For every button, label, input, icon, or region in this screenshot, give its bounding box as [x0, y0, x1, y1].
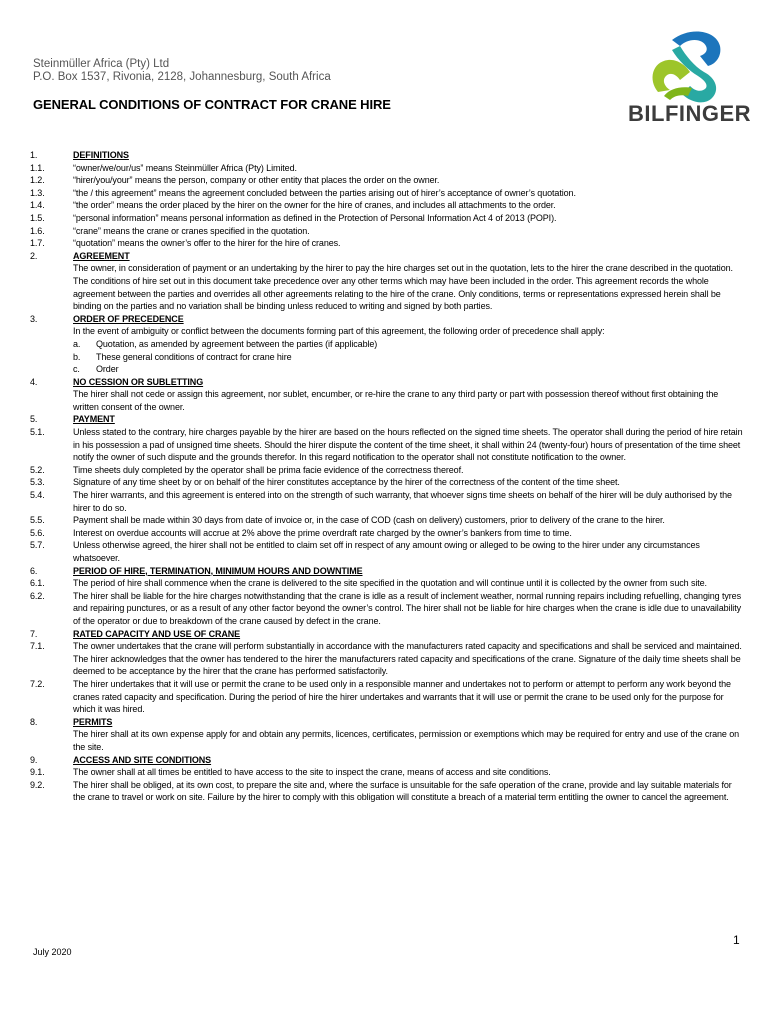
item-number: 5.3.: [30, 477, 45, 488]
list-item: [30, 514, 745, 527]
list-item: [30, 527, 745, 540]
list-item: [30, 640, 745, 678]
item-number: 5.7.: [30, 540, 45, 551]
item-number: 1.6.: [30, 225, 45, 236]
list-item: [30, 162, 745, 175]
item-text: The hirer shall be liable for the hire charges notwithstanding that the crane is idle as a result of inclement weather, normal running repairs including refuelling, changing tyres and repairing punctures, or as a result of any other factor beyond the owner’s control. The hirer shall not be liable for hire charges when the crane is idle due to unavailability of the operator or due to breakdown of the crane caused by defect in the crane.: [73, 590, 742, 626]
item-number: 1.4.: [30, 200, 45, 211]
section-heading: [30, 628, 745, 641]
item-letter: c.: [73, 364, 80, 375]
list-item: [30, 489, 745, 514]
section-title: ACCESS AND SITE CONDITIONS: [73, 754, 212, 765]
item-number: 7.2.: [30, 678, 45, 689]
company-name: Steinmüller Africa (Pty) Ltd: [33, 58, 170, 70]
section-heading: [30, 716, 745, 729]
list-item: [30, 212, 745, 225]
document-title: GENERAL CONDITIONS OF CONTRACT FOR CRANE HIRE: [33, 97, 391, 112]
item-text: The period of hire shall commence when the crane is delivered to the site specified in the quotation and will continue until it is collected by the owner from such site.: [73, 578, 707, 589]
item-text: The hirer warrants, and this agreement is entered into on the strength of such warranty, that whoever signs time sheets on behalf of the hirer will be duly authorised by the hirer to do so.: [73, 490, 732, 513]
item-number: 5.4.: [30, 490, 45, 501]
list-item: [30, 351, 745, 364]
section-title: ORDER OF PRECEDENCE: [73, 313, 184, 324]
company-address: P.O. Box 1537, Rivonia, 2128, Johannesburg, South Africa: [33, 71, 331, 83]
section-number: 1.: [30, 150, 38, 160]
section-number: 5.: [30, 414, 38, 425]
section-number: 9.: [30, 754, 38, 765]
list-item: [30, 577, 745, 590]
list-item: [30, 539, 745, 564]
section-number: 6.: [30, 565, 38, 576]
list-item: [30, 464, 745, 477]
section-paragraph: The hirer shall at its own expense apply for and obtain any permits, licences, certificates, permission or exemptions which may be required for entry and use of the crane on the site.: [73, 729, 740, 752]
list-item: [30, 187, 745, 200]
item-text: “the / this agreement” means the agreement concluded between the parties arising out of hirer’s acceptance of owner’s quotation.: [73, 187, 576, 198]
item-text: The owner undertakes that the crane will perform substantially in accordance with the manufacturers rated capacity and specifications and shall be serviced and maintained. The hirer acknowledges that the owner has tendered to the hirer the manufacturers rated capacity and specifications of the crane. Signature of the daily time sheets shall be deemed to be acceptance by the hirer that the crane has performed satisfactorily.: [73, 641, 742, 677]
section-number: 4.: [30, 376, 38, 387]
list-item: [30, 199, 745, 212]
item-number: 1.5.: [30, 212, 45, 223]
item-text: “quotation” means the owner’s offer to the hirer for the hire of cranes.: [73, 238, 341, 249]
item-text: Unless stated to the contrary, hire charges payable by the hirer are based on the hours reflected on the signed time sheets. The operator shall during the period of hire retain in his possession a pad of unsigned time sheets. Should the hirer dispute the content of the time sheet, it shall within 24 (twenty-four) hours of presentation of the time sheet notify the owner of such dispute and the grounds therefor. In this regard notification to the operator shall not constitute notification to the owner.: [73, 427, 743, 463]
section-number: 8.: [30, 716, 38, 727]
section-heading: [30, 376, 745, 389]
section-heading: [30, 565, 745, 578]
section-title: RATED CAPACITY AND USE OF CRANE: [73, 628, 241, 639]
list-item: [30, 338, 745, 351]
item-number: 9.1.: [30, 767, 45, 778]
list-item: [30, 174, 745, 187]
section-heading: [30, 754, 745, 767]
item-number: 1.2.: [30, 175, 45, 186]
item-number: 1.1.: [30, 162, 45, 173]
footer-date: July 2020: [33, 947, 72, 957]
item-text: The hirer shall be obliged, at its own cost, to prepare the site and, where the surface is unsuitable for the safe operation of the crane, provide and lay suitable materials for the crane to travel or work on site. Failure by the hirer to comply with this obligation will constitute a breach of a material term entitling the owner to cancel the agreement.: [73, 779, 732, 803]
section-heading: [30, 313, 745, 326]
section-heading: [30, 413, 745, 426]
section-number: 7.: [30, 628, 38, 639]
item-text: “the order” means the order placed by the hirer on the owner for the hire of cranes, and includes all attachments to the order.: [73, 200, 556, 211]
item-text: The hirer undertakes that it will use or permit the crane to be used only in a responsible manner and undertakes not to perform or attempt to perform any work beyond the cranes rated capacity and specification. During the period of hire the hirer undertakes and warrants that it will use or permit the crane to be used only for the purpose for which it was hired.: [73, 678, 731, 715]
section-heading: [30, 250, 745, 263]
item-number: 1.3.: [30, 187, 45, 198]
item-text: Quotation, as amended by agreement between the parties (if applicable): [96, 338, 378, 349]
item-number: 6.1.: [30, 578, 45, 589]
item-text: “owner/we/our/us” means Steinmüller Africa (Pty) Limited.: [73, 162, 297, 173]
item-text: These general conditions of contract for crane hire: [96, 351, 292, 362]
item-number: 5.1.: [30, 427, 45, 438]
item-number: 1.7.: [30, 238, 45, 249]
section-paragraph: In the event of ambiguity or conflict between the documents forming part of this agreement, the following order of precedence shall apply:: [73, 326, 605, 337]
item-number: 5.5.: [30, 515, 45, 526]
item-text: “crane” means the crane or cranes specified in the quotation.: [73, 225, 310, 236]
contract-body: [30, 149, 745, 804]
item-number: 5.6.: [30, 527, 45, 538]
section-paragraph: The hirer shall not cede or assign this agreement, nor sublet, encumber, or re-hire the crane to any third party or part with possession thereof without first obtaining the written consent of the owner.: [73, 389, 719, 412]
item-number: 9.2.: [30, 779, 45, 790]
item-number: 5.2.: [30, 464, 45, 475]
item-number: 7.1.: [30, 641, 45, 652]
item-number: 6.2.: [30, 590, 45, 601]
page-number: 1: [733, 933, 740, 947]
list-item: [30, 426, 745, 464]
item-text: “personal information” means personal information as defined in the Protection of Personal Information Act 4 of 2013 (POPI).: [73, 212, 557, 223]
section-number: 2.: [30, 250, 38, 261]
section-title: PAYMENT: [73, 414, 115, 425]
item-text: Time sheets duly completed by the operator shall be prima facie evidence of the correctness thereof.: [73, 464, 464, 475]
section-heading: [30, 149, 745, 162]
section-title: PERIOD OF HIRE, TERMINATION, MINIMUM HOURS AND DOWNTIME: [73, 565, 363, 576]
section-title: DEFINITIONS: [73, 150, 129, 160]
section-paragraph: The owner, in consideration of payment or an undertaking by the hirer to pay the hire charges set out in the quotation, lets to the hirer the crane described in the quotation. The conditions of hire set out in this document take precedence over any other terms which may have been included in the order. This agreement records the whole agreement between the parties and overrides all other agreements relating to the hire of the crane. Only conditions, terms or representations expressed herein shall be binding on the parties and no variation shall be binding unless reduced to writing and signed by both parties.: [73, 263, 733, 312]
item-text: “hirer/you/your” means the person, company or other entity that places the order on the owner.: [73, 175, 440, 186]
section-title: NO CESSION OR SUBLETTING: [73, 376, 204, 387]
item-text: Unless otherwise agreed, the hirer shall not be entitled to claim set off in respect of any amount owing or alleged to be owing to the hirer under any circumstances whatsoever.: [73, 540, 700, 563]
list-item: [30, 363, 745, 376]
section-title: AGREEMENT: [73, 250, 130, 261]
list-item: [30, 237, 745, 250]
item-letter: b.: [73, 351, 81, 362]
item-text: Payment shall be made within 30 days from date of invoice or, in the case of COD (cash on delivery) customers, prior to delivery of the crane to the hirer.: [73, 515, 665, 526]
item-text: The owner shall at all times be entitled to have access to the site to inspect the crane, means of access and site conditions.: [73, 767, 551, 778]
item-text: Order: [96, 364, 119, 375]
section-title: PERMITS: [73, 716, 113, 727]
item-letter: a.: [73, 338, 81, 349]
list-item: [30, 590, 745, 628]
item-text: Signature of any time sheet by or on behalf of the hirer constitutes acceptance by the hirer of the correctness of the content of the time sheet.: [73, 477, 620, 488]
list-item: [30, 225, 745, 238]
list-item: [30, 779, 745, 804]
list-item: [30, 766, 745, 779]
section-number: 3.: [30, 313, 38, 324]
item-text: Interest on overdue accounts will accrue at 2% above the prime overdraft rate charged by the owner’s bankers from time to time.: [73, 527, 572, 538]
list-item: [30, 476, 745, 489]
list-item: [30, 678, 745, 716]
logo-wordmark: BILFINGER: [628, 101, 752, 126]
